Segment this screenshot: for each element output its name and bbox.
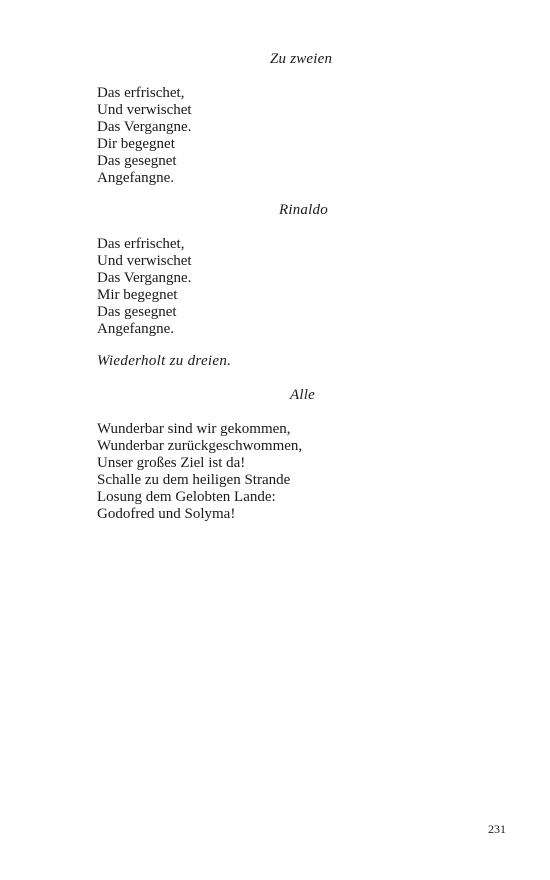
stanza xyxy=(97,421,302,523)
verse-line: Unser großes Ziel ist da! xyxy=(97,455,246,471)
page-number: 231 xyxy=(488,822,506,836)
verse-line: Das Vergangne. xyxy=(97,270,192,286)
verse-line: Wunderbar sind wir gekommen, xyxy=(97,421,291,437)
verse-line: Losung dem Gelobten Lande: xyxy=(97,489,276,505)
verse-line: Und verwischet xyxy=(97,102,192,118)
stage-direction: Wiederholt zu dreien. xyxy=(97,353,232,369)
verse-line: Das erfrischet, xyxy=(97,85,185,101)
verse-line: Und verwischet xyxy=(97,253,192,269)
verse-line: Mir begegnet xyxy=(97,287,178,303)
speaker-heading: Alle xyxy=(290,387,315,403)
verse-line: Das gesegnet xyxy=(97,304,177,320)
speaker-heading: Rinaldo xyxy=(279,202,328,218)
stanza xyxy=(97,85,192,187)
verse-line: Schalle zu dem heiligen Strande xyxy=(97,472,291,488)
verse-line: Wunderbar zurückgeschwommen, xyxy=(97,438,303,454)
speaker-heading: Zu zweien xyxy=(270,51,333,67)
verse-line: Angefangne. xyxy=(97,170,175,186)
verse-line: Godofred und Solyma! xyxy=(97,506,236,522)
verse-line: Das gesegnet xyxy=(97,153,177,169)
stanza xyxy=(97,236,192,338)
verse-line: Angefangne. xyxy=(97,321,175,337)
verse-line: Das Vergangne. xyxy=(97,119,192,135)
verse-line: Dir begegnet xyxy=(97,136,175,152)
verse-line: Das erfrischet, xyxy=(97,236,185,252)
